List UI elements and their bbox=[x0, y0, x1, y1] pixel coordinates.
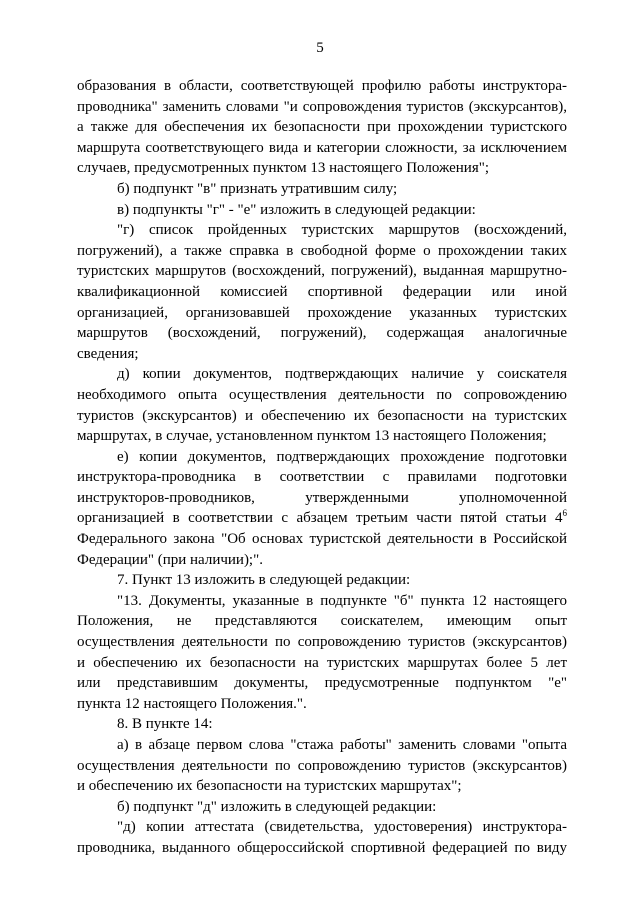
text-line bbox=[77, 797, 567, 818]
text-line bbox=[77, 220, 567, 241]
text-line bbox=[77, 817, 567, 838]
text-line-content: д) копии документов, подтверждающих наличие у соискателя bbox=[117, 366, 567, 383]
text-line bbox=[77, 776, 567, 797]
text-line-content: маршрутов (восхождений, погружений), содержащая аналогичные bbox=[77, 325, 567, 342]
text-line-content: осуществления деятельности по сопровождению туристов (экскурсантов) bbox=[77, 634, 567, 651]
text-line-content: случаев, предусмотренных пунктом 13 настоящего Положения"; bbox=[77, 160, 490, 177]
text-line-content: "13. Документы, указанные в подпункте "б" пункта 12 настоящего bbox=[117, 592, 567, 609]
text-line-content: необходимого опыта осуществления деятельности по сопровождению bbox=[77, 386, 567, 403]
text-line bbox=[77, 529, 567, 550]
text-line bbox=[77, 97, 567, 118]
text-line bbox=[77, 179, 567, 200]
text-line-content: маршрута соответствующего вида и категории сложности, за исключением bbox=[77, 139, 567, 156]
text-line bbox=[77, 570, 567, 591]
document-body bbox=[77, 76, 567, 859]
text-line bbox=[77, 550, 567, 571]
text-line-content: сведения; bbox=[77, 345, 139, 362]
text-line-content: е) копии документов, подтверждающих прохождение подготовки bbox=[117, 448, 567, 465]
text-line bbox=[77, 158, 567, 179]
text-line-content: 8. В пункте 14: bbox=[117, 716, 213, 733]
text-line-content: проводника" заменить словами "и сопровождения туристов (экскурсантов), bbox=[77, 98, 567, 115]
text-line-content: в) подпункты "г" - "е" изложить в следующей редакции: bbox=[117, 201, 476, 218]
text-line bbox=[77, 467, 567, 488]
text-line-content: туристов (экскурсантов) и обеспечению их безопасности на туристских bbox=[77, 407, 567, 424]
text-line bbox=[77, 406, 567, 427]
text-line bbox=[77, 694, 567, 715]
text-line bbox=[77, 591, 567, 612]
text-line bbox=[77, 426, 567, 447]
text-line-content: пункта 12 настоящего Положения.". bbox=[77, 695, 307, 712]
text-line-content: организацией, организовавшей прохождение указанных туристских bbox=[77, 304, 567, 321]
text-line bbox=[77, 756, 567, 777]
text-line-content: Положения, не представляются соискателем, имеющим опыт bbox=[77, 613, 567, 630]
text-line-content: образования в области, соответствующей профилю работы инструктора- bbox=[77, 78, 567, 94]
text-line bbox=[77, 344, 567, 365]
text-line-content: Федерации" (при наличии);". bbox=[77, 551, 263, 568]
text-line bbox=[77, 200, 567, 221]
text-line bbox=[77, 138, 567, 159]
text-line-content: инструкторов-проводников, утвержденными уполномоченной bbox=[77, 489, 567, 506]
text-line-content: проводника, выданного общероссийской спортивной федерацией по виду bbox=[77, 839, 567, 856]
text-line bbox=[77, 303, 567, 324]
text-line-content: "г) список пройденных туристских маршрутов (восхождений, bbox=[117, 222, 567, 239]
text-line bbox=[77, 364, 567, 385]
superscript: 6 bbox=[562, 508, 567, 519]
text-line-content: квалификационной комиссией спортивной федерации или иной bbox=[77, 283, 567, 300]
text-line bbox=[77, 653, 567, 674]
text-line-content: маршрутах, в случае, установленном пунктом 13 настоящего Положения; bbox=[77, 428, 547, 445]
text-line bbox=[77, 611, 567, 632]
text-line-content: и обеспечению их безопасности на туристских маршрутах"; bbox=[77, 778, 462, 795]
text-line bbox=[77, 282, 567, 303]
text-line-content: б) подпункт "д" изложить в следующей редакции: bbox=[117, 798, 437, 815]
text-line bbox=[77, 735, 567, 756]
text-line bbox=[77, 488, 567, 509]
text-line bbox=[77, 838, 567, 859]
text-line-content: осуществления деятельности по сопровождению туристов (экскурсантов) bbox=[77, 757, 567, 774]
text-line-content: 7. Пункт 13 изложить в следующей редакции: bbox=[117, 572, 411, 589]
text-line bbox=[77, 385, 567, 406]
text-line-content: а) в абзаце первом слова "стажа работы" заменить словами "опыта bbox=[117, 737, 567, 753]
text-line bbox=[77, 508, 567, 529]
text-line bbox=[77, 632, 567, 653]
text-line bbox=[77, 323, 567, 344]
text-line-content: "д) копии аттестата (свидетельства, удостоверения) инструктора- bbox=[117, 819, 567, 836]
text-line-content: б) подпункт "в" признать утратившим силу; bbox=[117, 180, 398, 197]
text-line bbox=[77, 714, 567, 735]
text-line-content: Федерального закона "Об основах туристской деятельности в Российской bbox=[77, 531, 567, 548]
text-line bbox=[77, 673, 567, 694]
text-line bbox=[77, 117, 567, 138]
text-line bbox=[77, 241, 567, 262]
text-line-content: или представившим документы, предусмотренные подпунктом "е" bbox=[77, 675, 567, 692]
text-line-content: организацией в соответствии с абзацем третьим части пятой статьи 4 bbox=[77, 510, 563, 527]
text-line bbox=[77, 261, 567, 282]
text-line bbox=[77, 447, 567, 468]
page-number: 5 bbox=[316, 40, 324, 56]
text-line-content: погружений), а также справка в свободной форме о прохождении таких bbox=[77, 242, 567, 259]
text-line-content: туристских маршрутов (восхождений, погружений), выданная маршрутно- bbox=[77, 263, 567, 280]
text-line-content: инструктора-проводника в соответствии с правилами подготовки bbox=[77, 469, 567, 486]
text-line-content: а также для обеспечения их безопасности при прохождении туристского bbox=[77, 119, 567, 136]
text-line bbox=[77, 76, 567, 97]
text-line-content: и обеспечению их безопасности на туристских маршрутах более 5 лет bbox=[77, 654, 567, 671]
